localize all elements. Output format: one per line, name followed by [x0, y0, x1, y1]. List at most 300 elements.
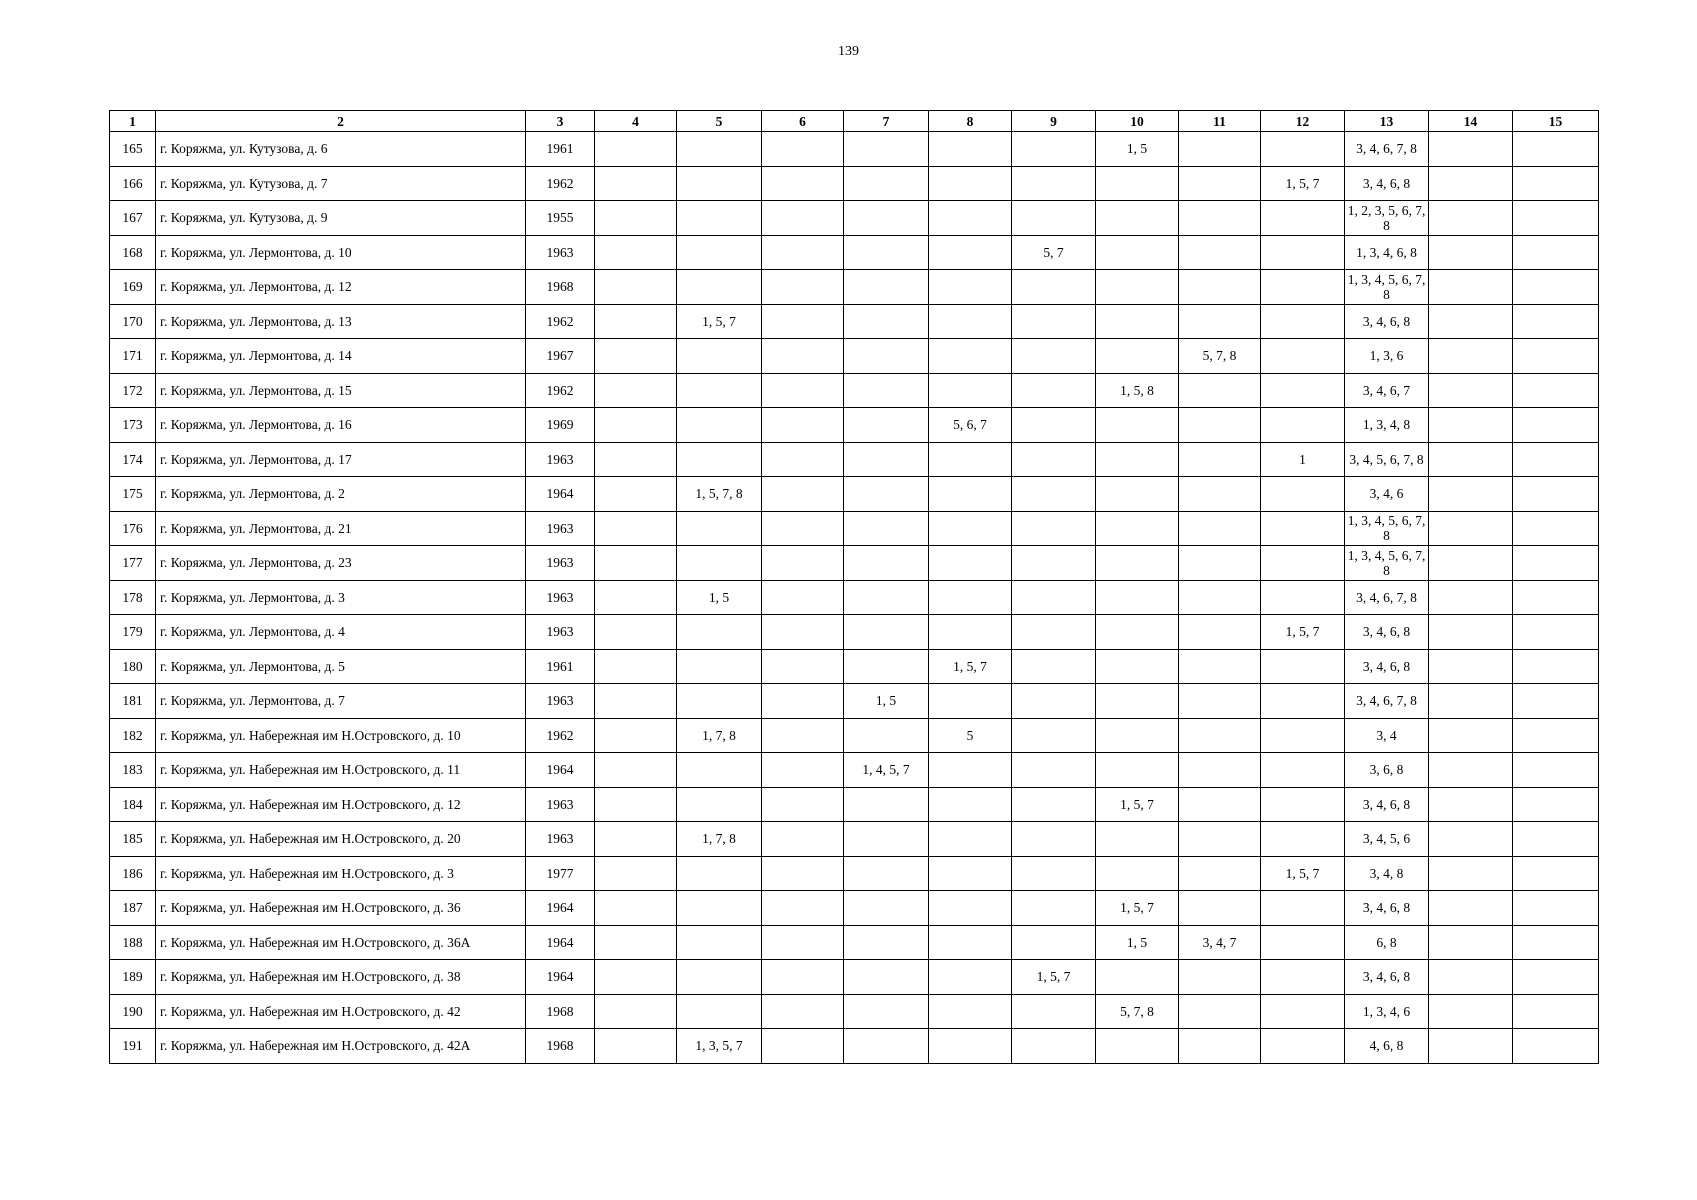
- table-row: [110, 339, 1599, 374]
- table-cell: [595, 787, 677, 822]
- table-cell: [1429, 132, 1513, 167]
- table-cell: [595, 132, 677, 167]
- table-cell: [677, 891, 762, 926]
- table-cell: [1096, 856, 1179, 891]
- address-cell: г. Коряжма, ул. Набережная им Н.Островского, д. 36А: [156, 925, 526, 960]
- table-cell: [929, 1029, 1012, 1064]
- table-cell: [1179, 649, 1261, 684]
- table-cell: 1, 3, 4, 6, 8: [1345, 235, 1429, 270]
- column-header-4: 4: [595, 111, 677, 132]
- table-cell: [762, 373, 844, 408]
- table-cell: [1179, 546, 1261, 581]
- table-row: [110, 994, 1599, 1029]
- table-cell: [1429, 304, 1513, 339]
- column-header-8: 8: [929, 111, 1012, 132]
- column-header-13: 13: [1345, 111, 1429, 132]
- table-cell: [844, 822, 929, 857]
- table-cell: [1513, 856, 1599, 891]
- table-cell: [595, 753, 677, 788]
- table-row: [110, 166, 1599, 201]
- table-cell: [844, 994, 929, 1029]
- table-cell: 1, 7, 8: [677, 718, 762, 753]
- column-header-15: 15: [1513, 111, 1599, 132]
- row-number-cell: 170: [110, 304, 156, 339]
- housing-register-table: [109, 110, 1599, 1064]
- table-cell: [1429, 753, 1513, 788]
- table-cell: [1012, 718, 1096, 753]
- address-cell: г. Коряжма, ул. Лермонтова, д. 2: [156, 477, 526, 512]
- row-number-cell: 181: [110, 684, 156, 719]
- table-cell: [929, 511, 1012, 546]
- table-row: [110, 615, 1599, 650]
- table-cell: [844, 891, 929, 926]
- table-cell: [844, 304, 929, 339]
- table-cell: 3, 4, 6, 8: [1345, 787, 1429, 822]
- address-cell: г. Коряжма, ул. Набережная им Н.Островского, д. 42А: [156, 1029, 526, 1064]
- table-cell: [1012, 925, 1096, 960]
- table-cell: [595, 1029, 677, 1064]
- table-cell: [844, 925, 929, 960]
- table-cell: [1012, 339, 1096, 374]
- table-row: [110, 787, 1599, 822]
- row-number-cell: 187: [110, 891, 156, 926]
- address-cell: г. Коряжма, ул. Кутузова, д. 6: [156, 132, 526, 167]
- year-cell: 1963: [526, 235, 595, 270]
- table-cell: [762, 408, 844, 443]
- table-cell: [844, 787, 929, 822]
- table-cell: [1012, 856, 1096, 891]
- table-cell: [1261, 304, 1345, 339]
- table-cell: [844, 373, 929, 408]
- table-cell: [595, 546, 677, 581]
- address-cell: г. Коряжма, ул. Лермонтова, д. 4: [156, 615, 526, 650]
- table-cell: [1179, 718, 1261, 753]
- table-cell: [762, 339, 844, 374]
- table-cell: [1513, 822, 1599, 857]
- page-number: 139: [838, 44, 859, 59]
- address-cell: г. Коряжма, ул. Лермонтова, д. 15: [156, 373, 526, 408]
- table-cell: [1429, 684, 1513, 719]
- table-cell: [1179, 166, 1261, 201]
- table-cell: [1096, 718, 1179, 753]
- table-cell: 1, 5, 7: [929, 649, 1012, 684]
- table-cell: [1179, 994, 1261, 1029]
- table-cell: [1179, 822, 1261, 857]
- table-row: [110, 408, 1599, 443]
- column-header-1: 1: [110, 111, 156, 132]
- table-cell: [1179, 304, 1261, 339]
- table-cell: [1012, 1029, 1096, 1064]
- table-cell: [1429, 1029, 1513, 1064]
- table-cell: [1179, 753, 1261, 788]
- table-cell: [1261, 891, 1345, 926]
- column-header-2: 2: [156, 111, 526, 132]
- table-cell: [762, 477, 844, 512]
- table-cell: [1429, 580, 1513, 615]
- table-cell: [595, 235, 677, 270]
- table-cell: [844, 235, 929, 270]
- table-cell: [844, 201, 929, 236]
- address-cell: г. Коряжма, ул. Набережная им Н.Островского, д. 12: [156, 787, 526, 822]
- table-cell: [844, 511, 929, 546]
- address-cell: г. Коряжма, ул. Лермонтова, д. 13: [156, 304, 526, 339]
- table-cell: [1513, 787, 1599, 822]
- row-number-cell: 166: [110, 166, 156, 201]
- address-cell: г. Коряжма, ул. Лермонтова, д. 10: [156, 235, 526, 270]
- row-number-cell: 165: [110, 132, 156, 167]
- table-cell: [595, 925, 677, 960]
- table-cell: [1096, 960, 1179, 995]
- table-cell: [1012, 511, 1096, 546]
- table-cell: [1179, 615, 1261, 650]
- table-row: [110, 753, 1599, 788]
- table-header: [110, 111, 1599, 132]
- table-cell: [762, 1029, 844, 1064]
- table-row: [110, 132, 1599, 167]
- table-cell: [1513, 477, 1599, 512]
- table-cell: [762, 960, 844, 995]
- table-cell: [1261, 477, 1345, 512]
- table-cell: [762, 511, 844, 546]
- table-cell: [762, 201, 844, 236]
- table-cell: 1, 5, 7: [1096, 891, 1179, 926]
- table-cell: [595, 477, 677, 512]
- table-cell: [844, 718, 929, 753]
- table-cell: [1096, 753, 1179, 788]
- table-cell: [762, 787, 844, 822]
- table-cell: [844, 477, 929, 512]
- table-row: [110, 856, 1599, 891]
- address-cell: г. Коряжма, ул. Набережная им Н.Островского, д. 36: [156, 891, 526, 926]
- table-cell: [677, 960, 762, 995]
- table-cell: [1513, 994, 1599, 1029]
- table-cell: [1096, 235, 1179, 270]
- table-cell: [929, 235, 1012, 270]
- address-cell: г. Коряжма, ул. Кутузова, д. 7: [156, 166, 526, 201]
- table-cell: 3, 4, 6: [1345, 477, 1429, 512]
- table-cell: [1012, 994, 1096, 1029]
- table-cell: 1, 5, 7: [1261, 615, 1345, 650]
- table-cell: 1, 5: [1096, 132, 1179, 167]
- table-cell: [762, 166, 844, 201]
- table-cell: [1429, 235, 1513, 270]
- table-row: [110, 1029, 1599, 1064]
- table-cell: [929, 580, 1012, 615]
- year-cell: 1969: [526, 408, 595, 443]
- table-cell: [762, 270, 844, 305]
- table-cell: [1513, 718, 1599, 753]
- table-cell: [1179, 1029, 1261, 1064]
- table-cell: [1513, 546, 1599, 581]
- column-header-9: 9: [1012, 111, 1096, 132]
- table-cell: 1, 4, 5, 7: [844, 753, 929, 788]
- table-cell: [844, 166, 929, 201]
- table-cell: [1096, 408, 1179, 443]
- table-cell: [1179, 856, 1261, 891]
- year-cell: 1963: [526, 822, 595, 857]
- table-cell: 1, 5, 7: [1012, 960, 1096, 995]
- row-number-cell: 169: [110, 270, 156, 305]
- table-row: [110, 580, 1599, 615]
- table-cell: [1261, 787, 1345, 822]
- table-cell: [595, 960, 677, 995]
- table-cell: [1261, 822, 1345, 857]
- table-cell: [1261, 408, 1345, 443]
- table-cell: [595, 339, 677, 374]
- table-row: [110, 960, 1599, 995]
- table-cell: [1179, 373, 1261, 408]
- table-cell: [1429, 546, 1513, 581]
- table-cell: [1513, 339, 1599, 374]
- table-cell: [1096, 615, 1179, 650]
- table-cell: [929, 615, 1012, 650]
- table-cell: [677, 339, 762, 374]
- table-cell: 1, 7, 8: [677, 822, 762, 857]
- table-cell: 1, 5, 7: [1261, 856, 1345, 891]
- table-cell: [677, 132, 762, 167]
- table-cell: 5: [929, 718, 1012, 753]
- table-cell: [1429, 925, 1513, 960]
- table-cell: [1261, 960, 1345, 995]
- table-cell: [1012, 546, 1096, 581]
- table-cell: [844, 408, 929, 443]
- table-cell: [1096, 580, 1179, 615]
- table-cell: [677, 408, 762, 443]
- table-cell: [1261, 994, 1345, 1029]
- table-cell: [1429, 166, 1513, 201]
- table-cell: [1179, 201, 1261, 236]
- table-cell: [1012, 753, 1096, 788]
- table-cell: [762, 822, 844, 857]
- year-cell: 1967: [526, 339, 595, 374]
- table-cell: [929, 477, 1012, 512]
- address-cell: г. Коряжма, ул. Лермонтова, д. 3: [156, 580, 526, 615]
- table-cell: [595, 442, 677, 477]
- column-header-5: 5: [677, 111, 762, 132]
- table-cell: [1429, 270, 1513, 305]
- table-cell: [1012, 477, 1096, 512]
- year-cell: 1963: [526, 787, 595, 822]
- table-cell: [1429, 787, 1513, 822]
- table-cell: [844, 649, 929, 684]
- table-cell: [595, 856, 677, 891]
- table-cell: 5, 7, 8: [1179, 339, 1261, 374]
- table-cell: [1513, 270, 1599, 305]
- table-cell: [1096, 201, 1179, 236]
- table-cell: [1179, 511, 1261, 546]
- column-header-12: 12: [1261, 111, 1345, 132]
- table-cell: [677, 856, 762, 891]
- table-cell: [762, 891, 844, 926]
- table-cell: [1179, 477, 1261, 512]
- table-cell: [929, 201, 1012, 236]
- table-cell: [1096, 546, 1179, 581]
- table-cell: 3, 4, 6, 8: [1345, 166, 1429, 201]
- table-cell: [677, 442, 762, 477]
- table-cell: [1012, 822, 1096, 857]
- row-number-cell: 183: [110, 753, 156, 788]
- table-cell: 1, 3, 4, 8: [1345, 408, 1429, 443]
- table-cell: [1261, 580, 1345, 615]
- address-cell: г. Коряжма, ул. Лермонтова, д. 16: [156, 408, 526, 443]
- table-cell: [595, 718, 677, 753]
- year-cell: 1961: [526, 649, 595, 684]
- table-cell: 1, 5, 7, 8: [677, 477, 762, 512]
- year-cell: 1963: [526, 511, 595, 546]
- table-cell: 1, 3, 4, 5, 6, 7, 8: [1345, 511, 1429, 546]
- table-cell: [929, 270, 1012, 305]
- column-header-7: 7: [844, 111, 929, 132]
- table-cell: [1513, 925, 1599, 960]
- table-cell: 5, 7: [1012, 235, 1096, 270]
- table-cell: [1261, 925, 1345, 960]
- row-number-cell: 186: [110, 856, 156, 891]
- table-cell: [1429, 373, 1513, 408]
- table-cell: [595, 994, 677, 1029]
- address-cell: г. Коряжма, ул. Лермонтова, д. 12: [156, 270, 526, 305]
- row-number-cell: 185: [110, 822, 156, 857]
- table-cell: [1429, 649, 1513, 684]
- table-cell: [1261, 339, 1345, 374]
- table-cell: [1513, 580, 1599, 615]
- table-cell: [762, 994, 844, 1029]
- table-cell: [677, 270, 762, 305]
- table-cell: [1513, 511, 1599, 546]
- address-cell: г. Коряжма, ул. Лермонтова, д. 14: [156, 339, 526, 374]
- table-cell: [1012, 442, 1096, 477]
- table-row: [110, 684, 1599, 719]
- table-cell: [1012, 580, 1096, 615]
- table-cell: [844, 546, 929, 581]
- year-cell: 1977: [526, 856, 595, 891]
- table-cell: [844, 132, 929, 167]
- table-cell: [844, 615, 929, 650]
- table-cell: [1012, 891, 1096, 926]
- year-cell: 1955: [526, 201, 595, 236]
- column-header-14: 14: [1429, 111, 1513, 132]
- year-cell: 1963: [526, 615, 595, 650]
- row-number-cell: 167: [110, 201, 156, 236]
- table-cell: 1, 2, 3, 5, 6, 7, 8: [1345, 201, 1429, 236]
- table-row: [110, 649, 1599, 684]
- table-cell: [1179, 580, 1261, 615]
- table-cell: 1, 3, 4, 5, 6, 7, 8: [1345, 270, 1429, 305]
- year-cell: 1961: [526, 132, 595, 167]
- table-row: [110, 442, 1599, 477]
- address-cell: г. Коряжма, ул. Набережная им Н.Островского, д. 38: [156, 960, 526, 995]
- row-number-cell: 168: [110, 235, 156, 270]
- table-cell: [595, 270, 677, 305]
- table-cell: [1096, 304, 1179, 339]
- row-number-cell: 188: [110, 925, 156, 960]
- table-cell: 1: [1261, 442, 1345, 477]
- table-cell: 3, 4, 6, 7: [1345, 373, 1429, 408]
- table-cell: [1012, 166, 1096, 201]
- table-cell: 1, 5, 7: [1261, 166, 1345, 201]
- row-number-cell: 171: [110, 339, 156, 374]
- table-cell: [762, 856, 844, 891]
- row-number-cell: 182: [110, 718, 156, 753]
- table-cell: [1429, 615, 1513, 650]
- table-cell: [1096, 822, 1179, 857]
- table-cell: 3, 4, 6, 8: [1345, 891, 1429, 926]
- table-cell: [1261, 270, 1345, 305]
- table-cell: [1179, 132, 1261, 167]
- table-cell: [677, 373, 762, 408]
- table-cell: [1513, 373, 1599, 408]
- address-cell: г. Коряжма, ул. Набережная им Н.Островского, д. 10: [156, 718, 526, 753]
- table-cell: [844, 339, 929, 374]
- table-cell: [595, 408, 677, 443]
- table-cell: [595, 891, 677, 926]
- table-cell: [844, 442, 929, 477]
- column-header-10: 10: [1096, 111, 1179, 132]
- table-cell: [762, 304, 844, 339]
- address-cell: г. Коряжма, ул. Лермонтова, д. 7: [156, 684, 526, 719]
- address-cell: г. Коряжма, ул. Набережная им Н.Островского, д. 20: [156, 822, 526, 857]
- table-cell: 5, 6, 7: [929, 408, 1012, 443]
- table-cell: [1261, 649, 1345, 684]
- year-cell: 1962: [526, 166, 595, 201]
- table-cell: [1096, 511, 1179, 546]
- table-cell: 3, 4, 5, 6, 7, 8: [1345, 442, 1429, 477]
- table-cell: [677, 787, 762, 822]
- row-number-cell: 172: [110, 373, 156, 408]
- table-cell: [1261, 511, 1345, 546]
- table-cell: [677, 201, 762, 236]
- table-cell: [1179, 891, 1261, 926]
- table-cell: [844, 270, 929, 305]
- table-cell: [929, 753, 1012, 788]
- table-cell: [1012, 270, 1096, 305]
- table-cell: [1429, 408, 1513, 443]
- table-cell: [1012, 201, 1096, 236]
- table-cell: [1012, 132, 1096, 167]
- year-cell: 1964: [526, 477, 595, 512]
- table-cell: [1179, 960, 1261, 995]
- table-cell: 1, 3, 4, 6: [1345, 994, 1429, 1029]
- year-cell: 1963: [526, 684, 595, 719]
- row-number-cell: 180: [110, 649, 156, 684]
- table-row: [110, 546, 1599, 581]
- table-cell: 6, 8: [1345, 925, 1429, 960]
- column-header-11: 11: [1179, 111, 1261, 132]
- table-cell: [1261, 546, 1345, 581]
- table-cell: [844, 1029, 929, 1064]
- table-cell: [595, 580, 677, 615]
- table-cell: [595, 304, 677, 339]
- table-cell: [1513, 201, 1599, 236]
- table-cell: [762, 442, 844, 477]
- table-cell: [1429, 477, 1513, 512]
- table-cell: [677, 166, 762, 201]
- table-cell: [1096, 442, 1179, 477]
- table-cell: [677, 684, 762, 719]
- table-cell: [1513, 132, 1599, 167]
- table-row: [110, 891, 1599, 926]
- table-cell: 5, 7, 8: [1096, 994, 1179, 1029]
- table-cell: [1261, 1029, 1345, 1064]
- table-cell: [1012, 684, 1096, 719]
- table-cell: [1261, 753, 1345, 788]
- table-cell: 3, 4, 6, 8: [1345, 615, 1429, 650]
- table-cell: [677, 511, 762, 546]
- header-row: [110, 111, 1599, 132]
- table-cell: [844, 856, 929, 891]
- table-row: [110, 822, 1599, 857]
- row-number-cell: 178: [110, 580, 156, 615]
- table-cell: [1513, 960, 1599, 995]
